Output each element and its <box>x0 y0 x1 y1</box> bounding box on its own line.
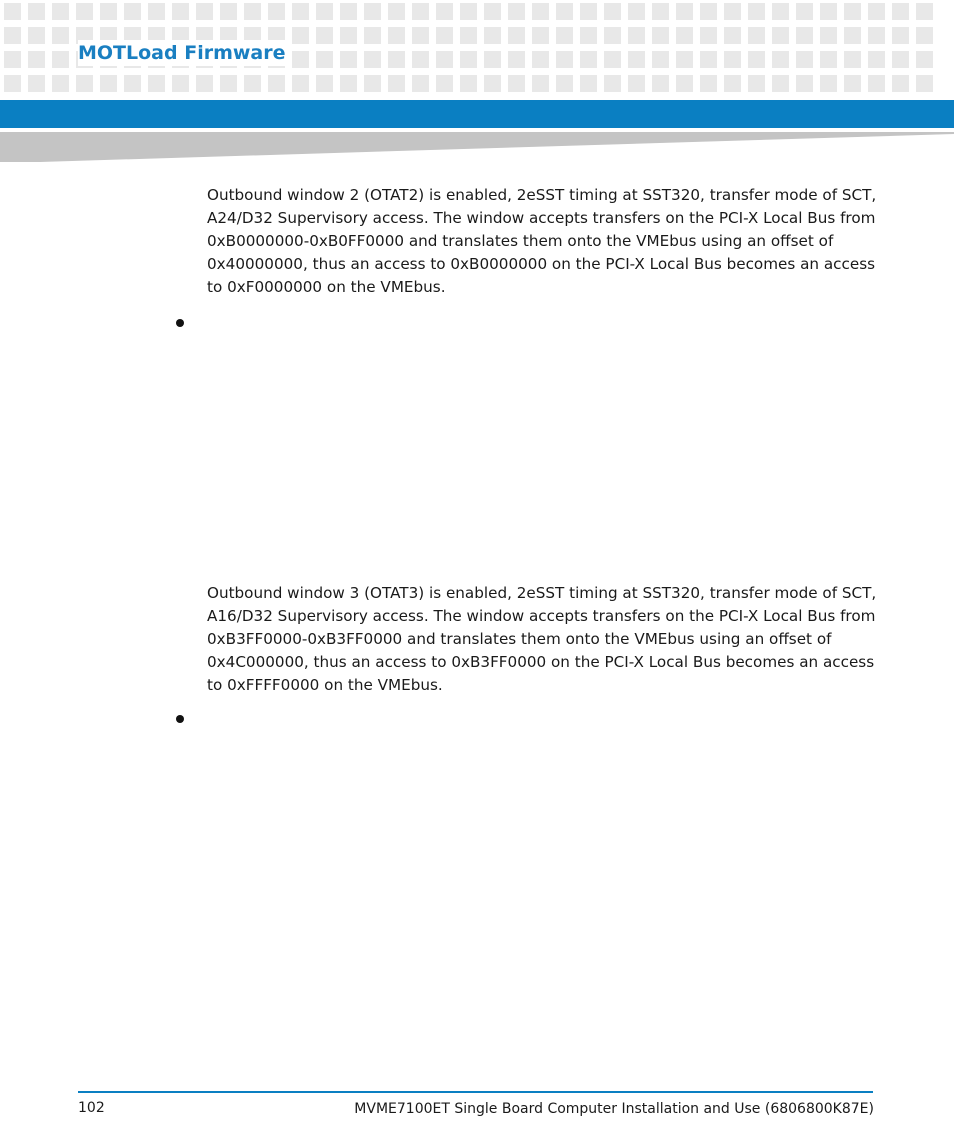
header-pattern-square <box>796 51 813 68</box>
header-pattern-square <box>748 27 765 44</box>
header-pattern-square <box>364 75 381 92</box>
header-pattern-square <box>196 3 213 20</box>
header-pattern-square <box>436 75 453 92</box>
paragraph-otat3: Outbound window 3 (OTAT3) is enabled, 2eSST timing at SST320, transfer mode of SCT, A16/D32 Supervisory access. The window accepts transfers on the PCI-X Local Bus from 0xB3FF0000-0xB3FF0000 and translates them onto the VMEbus using an offset of 0x4C000000, thus an access to 0xB3FF0000 on the PCI-X Local Bus becomes an access to 0xFFFF0000 on the VMEbus. <box>207 584 877 694</box>
header-pattern-square <box>628 27 645 44</box>
header-pattern-square <box>724 27 741 44</box>
header-pattern-square <box>676 27 693 44</box>
header-pattern-square <box>892 3 909 20</box>
header-pattern-square <box>316 75 333 92</box>
header-pattern-square <box>772 51 789 68</box>
header-pattern-square <box>700 27 717 44</box>
header-pattern-square <box>148 75 165 92</box>
header-pattern-square <box>412 51 429 68</box>
header-pattern-square <box>844 3 861 20</box>
header-pattern-square <box>652 51 669 68</box>
header-pattern-square <box>556 27 573 44</box>
header-pattern-square <box>364 27 381 44</box>
header-pattern-square <box>292 75 309 92</box>
header-pattern-square <box>100 3 117 20</box>
header-pattern-square <box>52 3 69 20</box>
header-pattern-square <box>724 51 741 68</box>
header-pattern-square <box>412 3 429 20</box>
header-pattern-square <box>460 3 477 20</box>
header-pattern-square <box>388 3 405 20</box>
header-pattern-square <box>748 75 765 92</box>
header-pattern-square <box>652 3 669 20</box>
header-pattern-square <box>724 3 741 20</box>
header-pattern-square <box>772 75 789 92</box>
header-pattern-square <box>676 51 693 68</box>
header-pattern-square <box>796 75 813 92</box>
header-pattern-square <box>532 27 549 44</box>
header-pattern-square <box>580 75 597 92</box>
header-pattern-square <box>460 51 477 68</box>
bullet-point <box>176 319 184 327</box>
paragraph-otat2: Outbound window 2 (OTAT2) is enabled, 2eSST timing at SST320, transfer mode of SCT, A24/D32 Supervisory access. The window accepts transfers on the PCI-X Local Bus from 0xB0000000-0xB0FF0000 and translates them onto the VMEbus using an offset of 0x40000000, thus an access to 0xB0000000 on the PCI-X Local Bus becomes an access to 0xF0000000 on the VMEbus. <box>207 186 877 296</box>
header-pattern-square <box>844 75 861 92</box>
header-pattern-square <box>580 3 597 20</box>
header-pattern-square <box>748 3 765 20</box>
header-pattern-square <box>508 75 525 92</box>
header-pattern-square <box>412 75 429 92</box>
header-pattern-square <box>508 27 525 44</box>
header-pattern-square <box>364 51 381 68</box>
header-grey-wedge <box>0 132 954 162</box>
header-pattern-square <box>316 27 333 44</box>
header-pattern-square <box>28 27 45 44</box>
header-pattern-square <box>484 27 501 44</box>
header-pattern-square <box>220 3 237 20</box>
header-pattern-square <box>124 3 141 20</box>
header-pattern-square <box>868 3 885 20</box>
header-pattern-square <box>316 3 333 20</box>
header-pattern-square <box>724 75 741 92</box>
header-pattern-square <box>124 75 141 92</box>
header-pattern-square <box>220 75 237 92</box>
header-pattern-square <box>4 3 21 20</box>
header-pattern-square <box>892 27 909 44</box>
header-pattern-square <box>364 3 381 20</box>
header-pattern-square <box>436 27 453 44</box>
header-pattern-square <box>28 51 45 68</box>
header-pattern-square <box>460 75 477 92</box>
header-pattern-square <box>508 51 525 68</box>
header-pattern-square <box>820 75 837 92</box>
header-pattern-square <box>508 3 525 20</box>
header-pattern-square <box>844 27 861 44</box>
header-pattern-square <box>268 3 285 20</box>
header-pattern-square <box>148 3 165 20</box>
header-pattern-square <box>52 75 69 92</box>
header-pattern-square <box>316 51 333 68</box>
header-pattern-square <box>460 27 477 44</box>
header-pattern-square <box>628 3 645 20</box>
header-pattern-square <box>556 3 573 20</box>
header-pattern-square <box>796 27 813 44</box>
footer-rule <box>78 1091 873 1093</box>
header-pattern-square <box>52 27 69 44</box>
header-pattern-square <box>676 75 693 92</box>
header-pattern-square <box>484 51 501 68</box>
header-pattern-square <box>76 3 93 20</box>
header-pattern-square <box>892 51 909 68</box>
header-pattern-square <box>100 75 117 92</box>
header-pattern-square <box>772 3 789 20</box>
header-pattern-square <box>268 75 285 92</box>
section-title: MOTLoad Firmware <box>78 40 290 66</box>
header-pattern-square <box>292 27 309 44</box>
header-pattern-square <box>340 75 357 92</box>
header-pattern-square <box>820 51 837 68</box>
header-pattern-square <box>628 75 645 92</box>
document-title: MVME7100ET Single Board Computer Installation and Use (6806800K87E) <box>354 1101 874 1117</box>
header-pattern-square <box>844 51 861 68</box>
header-pattern-square <box>868 51 885 68</box>
header-pattern-square <box>388 51 405 68</box>
header-pattern-square <box>292 51 309 68</box>
header-pattern-square <box>700 3 717 20</box>
header-pattern-square <box>604 3 621 20</box>
header-pattern-square <box>676 3 693 20</box>
header-pattern-square <box>244 3 261 20</box>
header-pattern-square <box>652 75 669 92</box>
header-pattern-square <box>28 75 45 92</box>
header-pattern-square <box>292 3 309 20</box>
header-pattern-square <box>340 3 357 20</box>
header-pattern-square <box>700 75 717 92</box>
header-pattern-square <box>580 27 597 44</box>
header-pattern-square <box>532 75 549 92</box>
header-pattern-square <box>556 51 573 68</box>
header-pattern-square <box>340 51 357 68</box>
header-pattern-square <box>412 27 429 44</box>
header-pattern-square <box>388 75 405 92</box>
header-pattern-square <box>4 27 21 44</box>
header-pattern-square <box>868 75 885 92</box>
header-pattern-square <box>76 75 93 92</box>
header-pattern-square <box>28 3 45 20</box>
header-pattern-square <box>772 27 789 44</box>
header-pattern-square <box>4 75 21 92</box>
header-pattern-square <box>580 51 597 68</box>
header-pattern-square <box>868 27 885 44</box>
header-pattern-square <box>892 75 909 92</box>
header-pattern-square <box>52 51 69 68</box>
header-pattern-square <box>916 3 933 20</box>
bullet-point <box>176 715 184 723</box>
header-pattern-square <box>916 27 933 44</box>
header-pattern-square <box>484 3 501 20</box>
header-pattern-square <box>388 27 405 44</box>
header-pattern-square <box>604 51 621 68</box>
header-pattern-square <box>340 27 357 44</box>
header-blue-band <box>0 100 954 128</box>
header-pattern-square <box>604 75 621 92</box>
page-number: 102 <box>78 1100 105 1116</box>
header-pattern-square <box>556 75 573 92</box>
header-pattern-square <box>532 3 549 20</box>
header-pattern-square <box>4 51 21 68</box>
header-pattern-square <box>652 27 669 44</box>
header-pattern-square <box>244 75 261 92</box>
header-pattern-square <box>916 75 933 92</box>
header-pattern-square <box>700 51 717 68</box>
header-pattern-square <box>532 51 549 68</box>
header-pattern-square <box>820 3 837 20</box>
header-pattern-square <box>820 27 837 44</box>
header-pattern-square <box>748 51 765 68</box>
header-pattern-square <box>628 51 645 68</box>
header-pattern-square <box>196 75 213 92</box>
header-pattern-square <box>436 3 453 20</box>
header-pattern-square <box>172 3 189 20</box>
header-pattern-square <box>484 75 501 92</box>
header-pattern-square <box>172 75 189 92</box>
header-pattern-square <box>604 27 621 44</box>
header-pattern-square <box>916 51 933 68</box>
header-pattern-square <box>436 51 453 68</box>
header-pattern-square <box>796 3 813 20</box>
